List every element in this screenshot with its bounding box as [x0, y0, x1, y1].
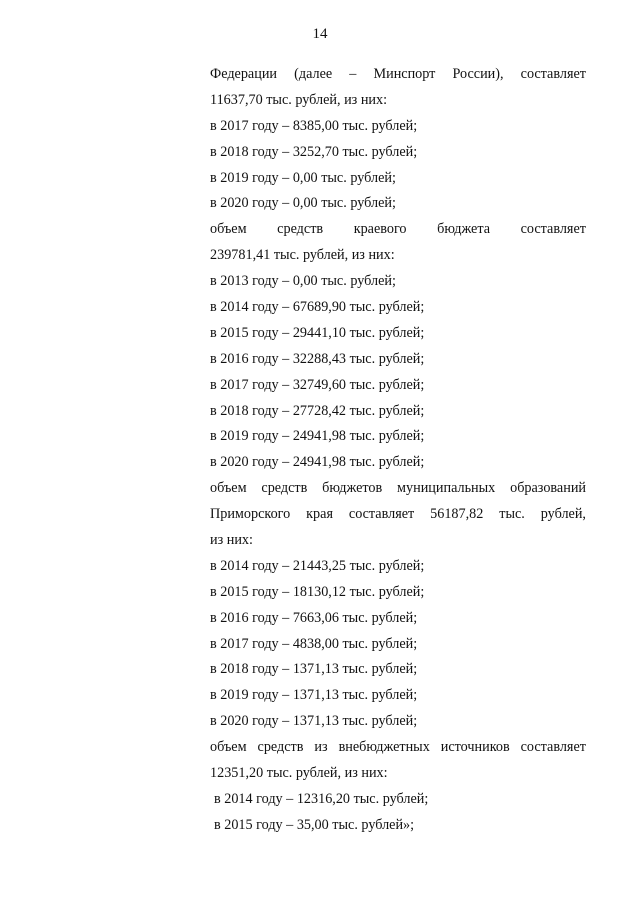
word: России),: [452, 66, 504, 82]
regional-budget-2017: в 2017 году – 32749,60 тыс. рублей;: [210, 376, 425, 393]
word: образований: [510, 480, 586, 497]
regional-budget-2020: в 2020 году – 24941,98 тыс. рублей;: [210, 454, 425, 471]
extrabudgetary-intro-line: [210, 735, 586, 761]
federal-funding-intro-line: [210, 62, 586, 88]
word: средств: [277, 221, 324, 238]
regional-budget-2015: в 2015 году – 29441,10 тыс. рублей;: [210, 324, 425, 341]
municipal-budget-2019: в 2019 году – 1371,13 тыс. рублей;: [210, 687, 418, 704]
extrabudgetary-2015: в 2015 году – 35,00 тыс. рублей»;: [214, 816, 415, 833]
municipal-budget-2017: в 2017 году – 4838,00 тыс. рублей;: [210, 635, 418, 652]
federal-funding-2019: в 2019 году – 0,00 тыс. рублей;: [210, 169, 396, 186]
federal-funding-total: 11637,70 тыс. рублей, из них:: [210, 91, 388, 108]
regional-budget-total: 239781,41 тыс. рублей, из них:: [210, 247, 395, 264]
word: составляет: [520, 739, 586, 756]
word: внебюджетных: [338, 739, 430, 756]
regional-budget-intro-line: [210, 217, 586, 243]
federal-funding-2018: в 2018 году – 3252,70 тыс. рублей;: [210, 143, 418, 160]
regional-budget-2013: в 2013 году – 0,00 тыс. рублей;: [210, 273, 396, 290]
regional-budget-2016: в 2016 году – 32288,43 тыс. рублей;: [210, 350, 425, 367]
municipal-budget-intro-line-1: [210, 476, 586, 502]
page-number: 14: [312, 26, 328, 42]
regional-budget-2019: в 2019 году – 24941,98 тыс. рублей;: [210, 428, 425, 445]
extrabudgetary-2014: в 2014 году – 12316,20 тыс. рублей;: [214, 790, 429, 807]
municipal-budget-2020: в 2020 году – 1371,13 тыс. рублей;: [210, 713, 418, 730]
word: объем: [210, 221, 247, 238]
word: средств: [257, 739, 304, 756]
municipal-budget-2016: в 2016 году – 7663,06 тыс. рублей;: [210, 609, 418, 626]
word: бюджетов: [322, 480, 383, 497]
word: тыс.: [499, 506, 525, 523]
word: составляет: [348, 506, 415, 523]
word: Приморского: [210, 506, 291, 523]
municipal-budget-2014: в 2014 году – 21443,25 тыс. рублей;: [210, 557, 425, 574]
federal-funding-2020: в 2020 году – 0,00 тыс. рублей;: [210, 195, 396, 212]
word: из: [314, 739, 328, 756]
word: 56187,82: [430, 506, 484, 523]
word: –: [349, 66, 357, 82]
word: рублей,: [540, 506, 586, 523]
federal-funding-2017: в 2017 году – 8385,00 тыс. рублей;: [210, 117, 418, 134]
word: средств: [261, 480, 308, 497]
word: муниципальных: [397, 480, 496, 497]
word: края: [306, 506, 333, 523]
word: Федерации: [210, 66, 278, 82]
word: объем: [210, 739, 247, 756]
word: составляет: [520, 221, 586, 238]
word: Минспорт: [373, 66, 436, 82]
word: составляет: [520, 66, 586, 82]
regional-budget-2014: в 2014 году – 67689,90 тыс. рублей;: [210, 299, 425, 316]
municipal-budget-total: из них:: [210, 532, 253, 549]
word: (далее: [294, 66, 333, 82]
extrabudgetary-total: 12351,20 тыс. рублей, из них:: [210, 765, 388, 782]
word: объем: [210, 480, 247, 497]
municipal-budget-2015: в 2015 году – 18130,12 тыс. рублей;: [210, 583, 425, 600]
municipal-budget-intro-line-2: [210, 502, 586, 528]
word: источников: [440, 739, 510, 756]
word: бюджета: [437, 221, 491, 238]
municipal-budget-2018: в 2018 году – 1371,13 тыс. рублей;: [210, 661, 418, 678]
document-body: [210, 62, 586, 839]
regional-budget-2018: в 2018 году – 27728,42 тыс. рублей;: [210, 402, 425, 419]
word: краевого: [353, 221, 407, 238]
